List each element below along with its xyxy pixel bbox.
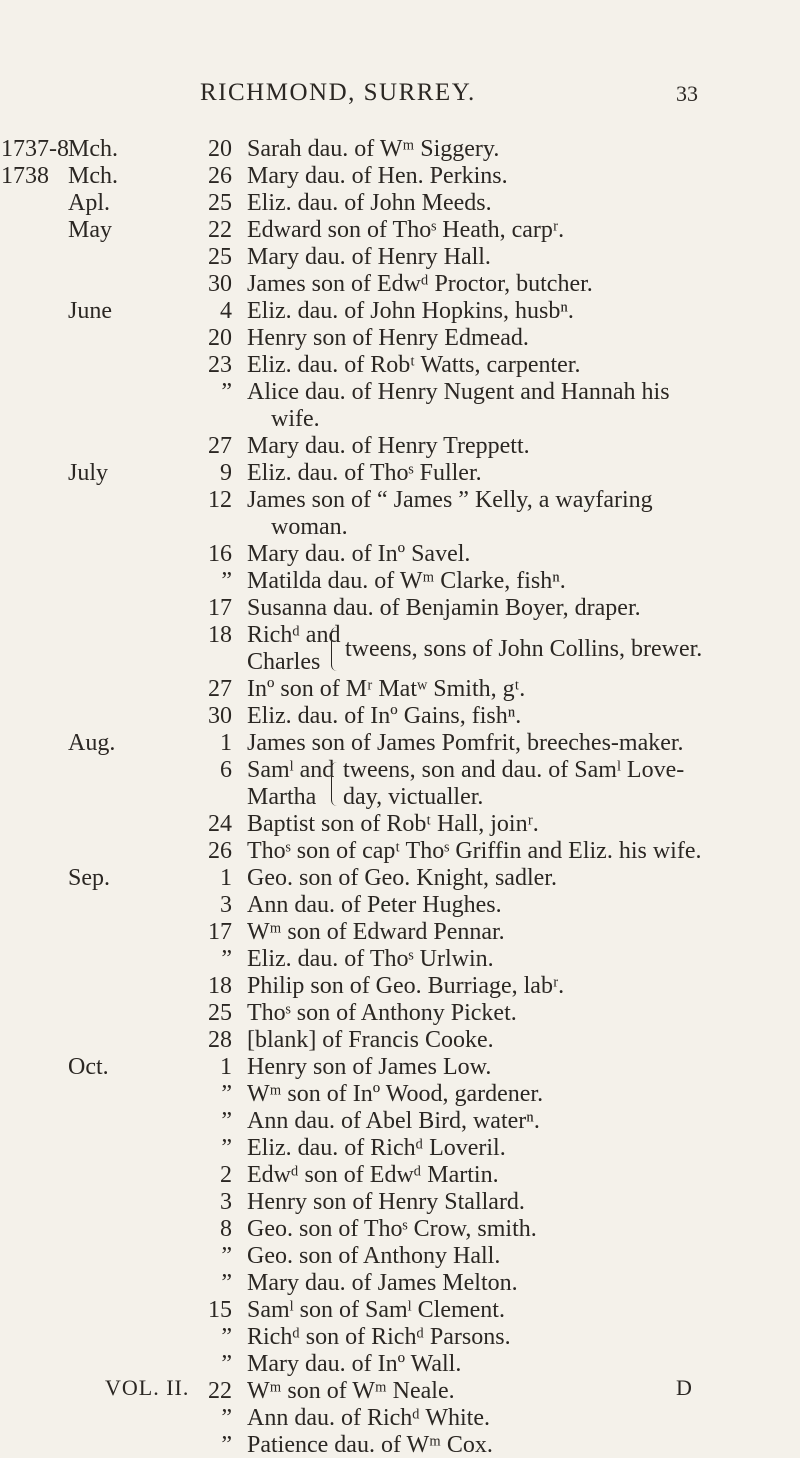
day-label: 16 (208, 541, 232, 567)
register-row (0, 1243, 800, 1269)
entry-text: Thoˢ son of Anthony Picket. (247, 1000, 517, 1026)
day-label: 25 (208, 1000, 232, 1026)
bracket-name: Richᵈ and (247, 622, 341, 648)
entry-text: [blank] of Francis Cooke. (247, 1027, 494, 1053)
month-label: Mch. (68, 136, 118, 162)
bracket-text: day, victualler. (343, 784, 484, 810)
day-label: 18 (208, 622, 232, 648)
entry-text: woman. (271, 514, 348, 540)
day-label: 3 (220, 1189, 232, 1215)
register-row (0, 1432, 800, 1458)
entry-text: Wᵐ son of Edward Pennar. (247, 919, 505, 945)
entry-text: Samˡ son of Samˡ Clement. (247, 1297, 505, 1323)
month-label: July (68, 460, 109, 486)
entry-text: Thoˢ son of capᵗ Thoˢ Griffin and Eliz. his wife. (247, 838, 702, 864)
month-label: Aug. (68, 730, 116, 756)
entry-text: Eliz. dau. of Inº Gains, fishⁿ. (247, 703, 522, 729)
entry-text: Mary dau. of James Melton. (247, 1270, 518, 1296)
year-label: 1738 (1, 163, 49, 189)
register-row (0, 190, 800, 216)
entry-text: Sarah dau. of Wᵐ Siggery. (247, 136, 500, 162)
register-row (0, 1108, 800, 1134)
entry-text: Ann dau. of Peter Hughes. (247, 892, 502, 918)
register-row (0, 271, 800, 297)
day-label: ” (221, 1135, 232, 1161)
entry-text: Mary dau. of Inº Savel. (247, 541, 471, 567)
register-row (0, 325, 800, 351)
register-row (0, 730, 800, 756)
register-row (0, 433, 800, 459)
day-label: ” (221, 1081, 232, 1107)
entry-text: Mary dau. of Henry Treppett. (247, 433, 530, 459)
day-label: 17 (208, 919, 232, 945)
day-label: ” (221, 379, 232, 405)
register-row (0, 1189, 800, 1215)
day-label: 1 (220, 865, 232, 891)
day-label: 23 (208, 352, 232, 378)
entry-text: Philip son of Geo. Burriage, labʳ. (247, 973, 565, 999)
register-row (0, 1027, 800, 1053)
day-label: 30 (208, 271, 232, 297)
bracket-names (247, 622, 341, 676)
day-label: 17 (208, 595, 232, 621)
register-row (0, 676, 800, 702)
register-row (0, 1162, 800, 1188)
bracket-names (247, 757, 337, 811)
register-row (0, 136, 800, 162)
day-label: 22 (208, 217, 232, 243)
entry-text: Ann dau. of Abel Bird, waterⁿ. (247, 1108, 540, 1134)
page-number: 33 (676, 81, 698, 106)
day-label: 9 (220, 460, 232, 486)
month-label: May (68, 217, 112, 243)
entry-text: Mary dau. of Hen. Perkins. (247, 163, 508, 189)
entry-text: Alice dau. of Henry Nugent and Hannah his (247, 379, 670, 405)
day-label: 25 (208, 244, 232, 270)
year-label: 1737-8 (1, 136, 69, 162)
register-row (0, 541, 800, 567)
day-label: 1 (220, 1054, 232, 1080)
day-label: ” (221, 1405, 232, 1431)
entry-text: Wᵐ son of Inº Wood, gardener. (247, 1081, 544, 1107)
bracket-name: Samˡ and (247, 757, 335, 783)
register-row (0, 406, 800, 432)
day-label: ” (221, 1351, 232, 1377)
register-row (0, 703, 800, 729)
day-label: 30 (208, 703, 232, 729)
entry-text: Henry son of Henry Edmead. (247, 325, 529, 351)
register-row (0, 919, 800, 945)
page-title: RICHMOND, SURREY. (200, 79, 476, 106)
register-row (0, 1324, 800, 1350)
day-label: 20 (208, 325, 232, 351)
signature-mark: D (676, 1375, 692, 1400)
bracket-text: tweens, son and dau. of Samˡ Love- (343, 757, 685, 783)
day-label: 27 (208, 676, 232, 702)
register-row (0, 973, 800, 999)
entry-text: Geo. son of Geo. Knight, sadler. (247, 865, 557, 891)
register-row (0, 1054, 800, 1080)
register-row (0, 298, 800, 324)
register-row (0, 352, 800, 378)
bracket-name: Charles (247, 649, 321, 675)
entry-text: Edwᵈ son of Edwᵈ Martin. (247, 1162, 499, 1188)
entry-text: Mary dau. of Inº Wall. (247, 1351, 462, 1377)
register-row (0, 217, 800, 243)
day-label: 8 (220, 1216, 232, 1242)
entry-text: Ann dau. of Richᵈ White. (247, 1405, 490, 1431)
entry-text: Eliz. dau. of Thoˢ Urlwin. (247, 946, 494, 972)
bracket-text: tweens, sons of John Collins, brewer. (345, 635, 703, 662)
brace-mark (331, 762, 340, 806)
bracketed-entry (0, 757, 800, 811)
register-row (0, 379, 800, 405)
day-label: ” (221, 568, 232, 594)
entry-text: Henry son of Henry Stallard. (247, 1189, 525, 1215)
register-row (0, 568, 800, 594)
day-label: ” (221, 1432, 232, 1458)
day-label: 22 (208, 1378, 232, 1404)
month-label: Oct. (68, 1054, 109, 1080)
day-label: 25 (208, 190, 232, 216)
register-row (0, 865, 800, 891)
register-row (0, 163, 800, 189)
entry-text: Mary dau. of Henry Hall. (247, 244, 491, 270)
entry-text: Inº son of Mʳ Matʷ Smith, gᵗ. (247, 676, 526, 702)
entry-text: James son of James Pomfrit, breeches-maker. (247, 730, 684, 756)
day-label: 18 (208, 973, 232, 999)
entry-text: Eliz. dau. of John Meeds. (247, 190, 492, 216)
day-label: 27 (208, 433, 232, 459)
bracketed-entry (0, 622, 800, 676)
entry-text: Eliz. dau. of Robᵗ Watts, carpenter. (247, 352, 581, 378)
entry-text: Susanna dau. of Benjamin Boyer, draper. (247, 595, 641, 621)
day-label: ” (221, 1243, 232, 1269)
register-row (0, 946, 800, 972)
entry-text: Edward son of Thoˢ Heath, carpʳ. (247, 217, 565, 243)
day-label: 28 (208, 1027, 232, 1053)
register-row (0, 838, 800, 864)
entry-text: Richᵈ son of Richᵈ Parsons. (247, 1324, 511, 1350)
brace-mark (331, 627, 340, 671)
register-row (0, 1081, 800, 1107)
month-label: Sep. (68, 865, 110, 891)
entry-text: Geo. son of Thoˢ Crow, smith. (247, 1216, 537, 1242)
day-label: ” (221, 1324, 232, 1350)
entry-text: James son of “ James ” Kelly, a wayfaring (247, 487, 653, 513)
day-label: 20 (208, 136, 232, 162)
entry-text: Eliz. dau. of Thoˢ Fuller. (247, 460, 482, 486)
day-label: ” (221, 946, 232, 972)
register-row (0, 1216, 800, 1242)
register-row (0, 487, 800, 513)
entry-text: Matilda dau. of Wᵐ Clarke, fishⁿ. (247, 568, 566, 594)
day-label: 4 (220, 298, 232, 324)
register-row (0, 892, 800, 918)
register-row (0, 1270, 800, 1296)
entry-text: Geo. son of Anthony Hall. (247, 1243, 501, 1269)
day-label: 26 (208, 838, 232, 864)
month-label: Apl. (68, 190, 110, 216)
entry-text: Baptist son of Robᵗ Hall, joinʳ. (247, 811, 539, 837)
day-label: 12 (208, 487, 232, 513)
entry-text: Wᵐ son of Wᵐ Neale. (247, 1378, 455, 1404)
entry-text: wife. (271, 406, 320, 432)
register-row (0, 595, 800, 621)
day-label: 3 (220, 892, 232, 918)
entry-text: Eliz. dau. of John Hopkins, husbⁿ. (247, 298, 574, 324)
register-row (0, 1405, 800, 1431)
entry-text: James son of Edwᵈ Proctor, butcher. (247, 271, 593, 297)
day-label: 1 (220, 730, 232, 756)
day-label: 26 (208, 163, 232, 189)
day-label: ” (221, 1108, 232, 1134)
entry-text: Henry son of James Low. (247, 1054, 492, 1080)
register-row (0, 1000, 800, 1026)
entry-text: Patience dau. of Wᵐ Cox. (247, 1432, 493, 1458)
day-label: 2 (220, 1162, 232, 1188)
register-row (0, 1135, 800, 1161)
register-row (0, 811, 800, 837)
bracket-name: Martha (247, 784, 317, 810)
day-label: 24 (208, 811, 232, 837)
month-label: June (68, 298, 112, 324)
register-row (0, 460, 800, 486)
register-row (0, 1297, 800, 1323)
register-row (0, 244, 800, 270)
volume-label: VOL. II. (105, 1375, 190, 1400)
register-row (0, 514, 800, 540)
day-label: 6 (220, 757, 232, 783)
entry-text: Eliz. dau. of Richᵈ Loveril. (247, 1135, 506, 1161)
month-label: Mch. (68, 163, 118, 189)
day-label: 15 (208, 1297, 232, 1323)
register-row (0, 1351, 800, 1377)
day-label: ” (221, 1270, 232, 1296)
